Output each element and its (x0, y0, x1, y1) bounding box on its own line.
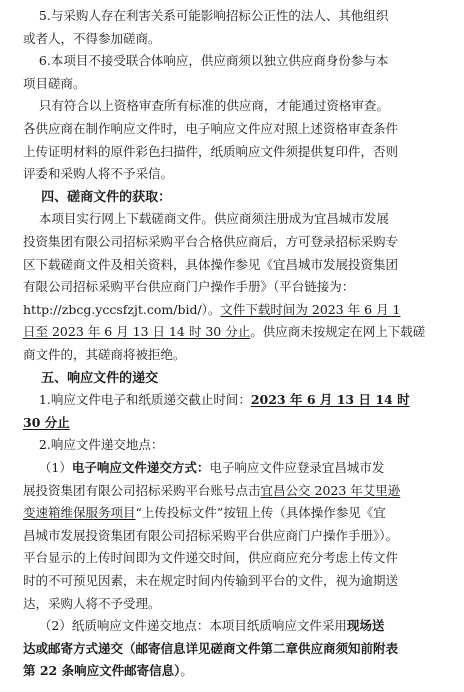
underlined-text: 30 分止 (23, 414, 70, 430)
text-segment: 2.响应文件递交地点： (23, 437, 164, 453)
text-line (0, 413, 464, 433)
section-heading: 四、磋商文件的获取： (23, 189, 172, 205)
text-line (0, 458, 464, 478)
text-segment: 昌城市发展投资集团有限公司招标采购平台供应商门户操作手册》）。 (23, 527, 399, 543)
text-line (0, 322, 464, 342)
underlined-text: 2023 年 6 月 13 日 14 时 (250, 392, 410, 408)
text-line (0, 390, 464, 410)
text-line (0, 96, 464, 116)
text-segment: 投资集团有限公司招标采购平台合格供应商后，方可登录招标采购专 (23, 234, 399, 249)
text-line (0, 164, 464, 184)
text-segment: （1） (23, 460, 72, 475)
text-line (0, 119, 464, 139)
text-segment: 。 (180, 663, 193, 679)
text-line (0, 661, 464, 681)
text-line (0, 277, 464, 297)
text-line (0, 548, 464, 568)
text-segment: 本项目实行网上下载磋商文件。供应商须注册成为宜昌城市发展 (23, 211, 389, 227)
text-line (0, 616, 464, 636)
text-segment: 有限公司招标采购平台供应商门户操作手册》（平台链接为： (23, 279, 355, 295)
text-line (0, 526, 464, 546)
underlined-text: 宜昌公交 2023 年艾里逊 (260, 482, 401, 498)
text-line (0, 74, 464, 94)
text-line (0, 368, 464, 389)
text-segment: 上传证明材料的原件彩色扫描件，纸质响应文件须提供复印件，否则 (23, 143, 399, 159)
text-line (0, 594, 464, 614)
text-segment: 电子响应文件应登录宜昌城市发 (209, 460, 385, 475)
text-segment: 项目磋商。 (23, 75, 86, 91)
text-line (0, 435, 464, 455)
text-line (0, 503, 464, 523)
text-segment: 6.本项目不接受联合体响应，供应商须以独立供应商身份参与本 (23, 53, 389, 69)
text-segment: 或者人，不得参加磋商。 (23, 30, 161, 46)
underlined-text: 文件下载时间为 2023 年 6 月 1 (220, 301, 401, 317)
text-line (0, 6, 464, 26)
text-line (0, 571, 464, 591)
section-heading: 五、响应文件的递交 (23, 370, 159, 386)
text-line (0, 481, 464, 501)
text-segment: 。供应商未按规定在网上下载磋 (250, 324, 426, 340)
underlined-text: 日至 2023 年 6 月 13 日 14 时 30 分止 (23, 324, 251, 340)
text-segment: 达，采购人将不予受理。 (23, 595, 161, 611)
text-line (0, 639, 464, 659)
text-segment: http://zbcg.yccsfzjt.com/bid/）。 (23, 301, 221, 317)
text-segment: 区下载磋商文件及相关资料，具体操作参见《宜昌城市发展投资集团 (23, 256, 399, 272)
text-segment: 商文件的，其磋商将被拒绝。 (23, 347, 186, 362)
text-segment: 1.响应文件电子和纸质递交截止时间： (23, 392, 251, 408)
text-segment: 第 22 条响应文件邮寄信息） (23, 663, 181, 679)
text-line (0, 51, 464, 71)
text-segment: 电子响应文件递交方式： (71, 460, 210, 475)
text-line (0, 255, 464, 275)
text-segment: “上传投标文件”按钮上传（具体操作参见《宜 (135, 505, 386, 521)
text-segment: 展投资集团有限公司招标采购平台账号点击 (23, 482, 261, 498)
text-segment: （2）纸质响应文件递交地点：本项目纸质响应文件采用 (23, 618, 347, 634)
text-line (0, 187, 464, 208)
text-line (0, 345, 464, 365)
underlined-text: 变速箱维保服务项目 (23, 505, 136, 521)
text-segment: 时的不可预见因素，未在规定时间内传输到平台的文件，视为逾期送 (23, 573, 399, 588)
text-segment: 5.与采购人存在利害关系可能影响招标公正性的法人、其他组织 (23, 8, 389, 23)
text-line (0, 209, 464, 229)
text-line (0, 29, 464, 49)
text-segment: 只有符合以上资格审查所有标准的供应商，才能通过资格审查。 (23, 98, 389, 114)
text-segment: 达或邮寄方式递交（邮寄信息详见磋商文件第二章供应商须知前附表 (23, 640, 399, 656)
text-line (0, 232, 464, 252)
text-line (0, 142, 464, 162)
text-segment: 各供应商在制作响应文件时，电子响应文件应对照上述资格审查条件 (23, 121, 399, 136)
text-segment: 评委和采购人将不予采信。 (23, 166, 174, 182)
text-segment: 平台显示的上传时间即为文件递交时间，供应商应充分考虑上传文件 (23, 550, 399, 566)
text-line (0, 300, 464, 320)
text-segment: 现场送 (346, 618, 385, 634)
